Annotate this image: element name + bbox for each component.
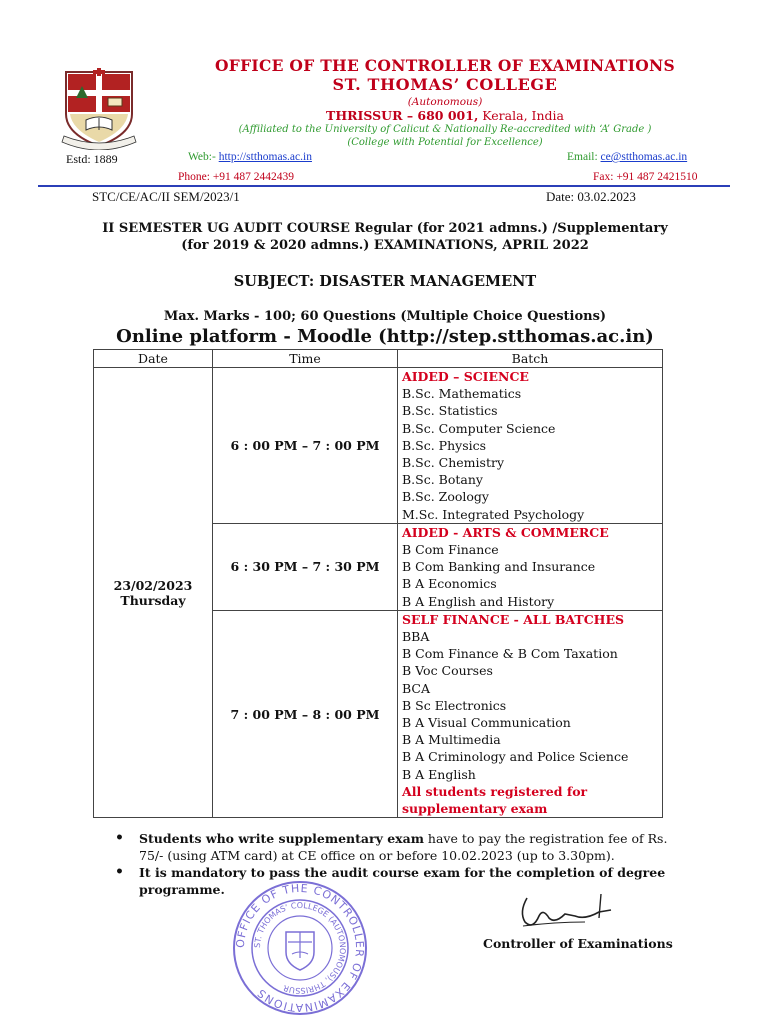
instruction-text: have to pay the registration fee of Rs. 75/- (using ATM card) at CE office on or before 10.02.2023 (up to 3.30pm). [139, 831, 668, 863]
instructions-list [115, 830, 695, 898]
online-platform: Online platform - Moodle (http://step.stthomas.ac.in) [116, 326, 654, 347]
state-country: Kerala, India [478, 108, 564, 123]
city-pin: THRISSUR – 680 001, [326, 108, 479, 123]
table-row [94, 368, 663, 524]
list-item: B A Economics [402, 576, 497, 592]
cpe-line: (College with Potential for Excellence) [347, 137, 543, 148]
exam-date-cell [94, 368, 213, 818]
exam-date: 23/02/2023 [113, 577, 193, 593]
email-label: Email: [567, 151, 601, 163]
supplementary-note-cont: supplementary exam [402, 801, 548, 817]
website-link[interactable]: http://stthomas.ac.in [218, 151, 312, 163]
fax-number: Fax: +91 487 2421510 [593, 171, 698, 183]
list-item: B Voc Courses [402, 663, 493, 679]
batch-cell [398, 610, 663, 817]
session-time: 7 : 00 PM – 8 : 00 PM [213, 610, 398, 817]
established-year: Estd: 1889 [66, 152, 118, 166]
list-item: B Com Finance & B Com Taxation [402, 646, 618, 662]
list-item: BBA [402, 629, 430, 645]
phone-number: Phone: +91 487 2442439 [178, 171, 295, 183]
list-item: B A Visual Communication [402, 715, 571, 731]
affiliation-line: (Affiliated to the University of Calicut & Nationally Re-accredited with ‘A’ Grade ) [238, 124, 652, 135]
list-item: BCA [402, 680, 431, 696]
list-item: B.Sc. Physics [402, 437, 487, 453]
email [567, 151, 687, 163]
list-item: B A Criminology and Police Science [402, 749, 629, 765]
batch-cell [398, 523, 663, 610]
session-time: 6 : 00 PM – 7 : 00 PM [213, 368, 398, 524]
list-item: B.Sc. Chemistry [402, 455, 505, 471]
reference-number: STC/CE/AC/II SEM/2023/1 [92, 189, 240, 204]
batch-cell [398, 368, 663, 524]
seal-outer-text: OFFICE OF THE CONTROLLER OF EXAMINATIONS [233, 881, 367, 1015]
list-item: B Com Finance [402, 542, 499, 558]
list-item: B Com Banking and Insurance [402, 559, 596, 575]
list-item: B.Sc. Zoology [402, 489, 489, 505]
batch-group-title: AIDED – SCIENCE [402, 369, 529, 384]
list-item: B A English and History [402, 593, 555, 609]
exam-heading: II SEMESTER UG AUDIT COURSE Regular (for 2021 admns.) /Supplementary (for 2019 & 2020 admns.) EXAMINATIONS, APRIL 2022 [102, 221, 668, 253]
list-item: B.Sc. Statistics [402, 403, 498, 419]
autonomous-status: (Autonomous) [407, 96, 483, 108]
supplementary-note: All students registered for [402, 783, 588, 799]
list-item: B A Multimedia [402, 732, 501, 748]
college-name: ST. THOMAS’ COLLEGE [332, 75, 558, 94]
instruction-item: • It is mandatory to pass the audit course exam for the completion of degree programme. [115, 864, 695, 898]
column-header-date: Date [94, 350, 213, 368]
list-item: B Sc Electronics [402, 697, 507, 713]
web-label: Web:- [188, 151, 219, 163]
column-header-batch: Batch [398, 350, 663, 368]
table-header-row [94, 350, 663, 368]
college-crest-logo [60, 68, 138, 150]
signatory-title: Controller of Examinations [483, 936, 673, 951]
instruction-bold: Students who write supplementary exam [139, 831, 424, 846]
subject-title: SUBJECT: DISASTER MANAGEMENT [233, 273, 537, 290]
list-item: B.Sc. Botany [402, 472, 483, 488]
list-item: B.Sc. Computer Science [402, 420, 556, 436]
max-marks: Max. Marks - 100; 60 Questions (Multiple Choice Questions) [163, 309, 607, 324]
batch-group-title: AIDED - ARTS & COMMERCE [402, 524, 609, 540]
college-address [150, 108, 740, 123]
instruction-item [115, 830, 695, 864]
list-item: B A English [402, 766, 476, 782]
seal-inner-text: ST. THOMAS’ COLLEGE (AUTONOMOUS), THRISSUR [252, 900, 348, 996]
office-title: OFFICE OF THE CONTROLLER OF EXAMINATIONS [214, 56, 676, 75]
header-divider [38, 185, 730, 187]
batch-group-title: SELF FINANCE - ALL BATCHES [402, 611, 625, 627]
column-header-time: Time [213, 350, 398, 368]
website [188, 151, 312, 163]
issue-date: Date: 03.02.2023 [546, 189, 636, 204]
list-item: M.Sc. Integrated Psychology [402, 506, 585, 522]
list-item: B.Sc. Mathematics [402, 386, 522, 402]
exam-schedule-table [93, 349, 663, 818]
session-time: 6 : 30 PM – 7 : 30 PM [213, 523, 398, 610]
signature [515, 892, 615, 934]
office-seal-stamp [232, 880, 368, 1016]
exam-day: Thursday [120, 592, 186, 608]
email-link[interactable]: ce@stthomas.ac.in [600, 151, 688, 163]
